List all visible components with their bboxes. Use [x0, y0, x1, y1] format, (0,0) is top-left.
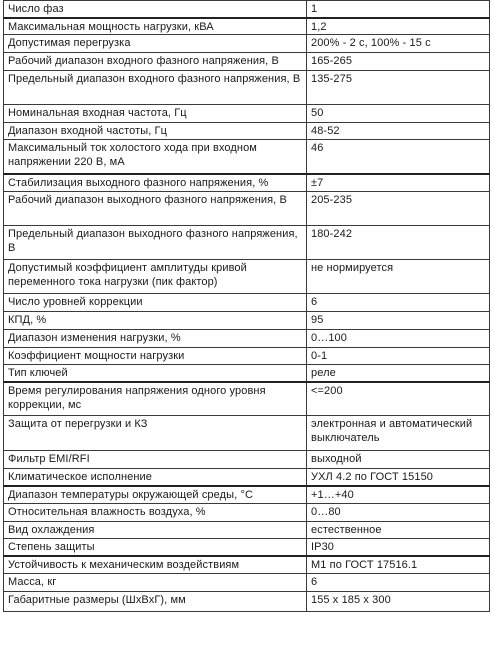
value-cell: 95 — [307, 312, 490, 330]
value-cell: ±7 — [307, 174, 490, 192]
table-row — [4, 260, 490, 294]
parameter-cell: Максимальная мощность нагрузки, кВА — [4, 18, 307, 35]
parameter-cell: Степень защиты — [4, 539, 307, 556]
parameter-cell: Число фаз — [4, 1, 307, 18]
value-cell: УХЛ 4.2 по ГОСТ 15150 — [307, 469, 490, 486]
value-cell: 50 — [307, 105, 490, 123]
parameter-cell: Диапазон температуры окружающей среды, °С — [4, 486, 307, 504]
table-row — [4, 140, 490, 174]
parameter-cell: Допустимая перегрузка — [4, 35, 307, 53]
value-cell: 165-265 — [307, 53, 490, 71]
parameter-cell: Рабочий диапазон выходного фазного напряжения, В — [4, 192, 307, 226]
specifications-table — [3, 0, 490, 612]
parameter-cell: Коэффициент мощности нагрузки — [4, 348, 307, 365]
parameter-cell: Габаритные размеры (ШхВхГ), мм — [4, 592, 307, 612]
table-row — [4, 330, 490, 348]
value-cell: 0…80 — [307, 504, 490, 522]
value-cell: выходной — [307, 451, 490, 469]
parameter-cell: Номинальная входная частота, Гц — [4, 105, 307, 123]
table-row — [4, 382, 490, 416]
parameter-cell: Максимальный ток холостого хода при входном напряжении 220 В, мА — [4, 140, 307, 174]
table-row — [4, 174, 490, 192]
table-row — [4, 416, 490, 451]
value-cell: М1 по ГОСТ 17516.1 — [307, 556, 490, 574]
table-row — [4, 451, 490, 469]
table-row — [4, 469, 490, 486]
parameter-cell: Масса, кг — [4, 574, 307, 592]
table-row — [4, 556, 490, 574]
value-cell: 6 — [307, 294, 490, 312]
table-row — [4, 522, 490, 539]
table-row — [4, 192, 490, 226]
parameter-cell: Относительная влажность воздуха, % — [4, 504, 307, 522]
parameter-cell: Климатическое исполнение — [4, 469, 307, 486]
value-cell: 155 х 185 х 300 — [307, 592, 490, 612]
parameter-cell: Вид охлаждения — [4, 522, 307, 539]
table-row — [4, 226, 490, 260]
value-cell: 1 — [307, 1, 490, 18]
value-cell: 6 — [307, 574, 490, 592]
parameter-cell: Число уровней коррекции — [4, 294, 307, 312]
parameter-cell: Защита от перегрузки и КЗ — [4, 416, 307, 451]
value-cell: реле — [307, 365, 490, 382]
table-row — [4, 123, 490, 140]
value-cell: естественное — [307, 522, 490, 539]
table-row — [4, 71, 490, 105]
parameter-cell: Фильтр EMI/RFI — [4, 451, 307, 469]
value-cell: IP30 — [307, 539, 490, 556]
parameter-cell: Тип ключей — [4, 365, 307, 382]
value-cell: 0…100 — [307, 330, 490, 348]
parameter-cell: КПД, % — [4, 312, 307, 330]
value-cell: 180-242 — [307, 226, 490, 260]
table-row — [4, 592, 490, 612]
value-cell: 205-235 — [307, 192, 490, 226]
specifications-table-body — [4, 1, 490, 612]
table-row — [4, 348, 490, 365]
table-row — [4, 53, 490, 71]
table-row — [4, 504, 490, 522]
value-cell: <=200 — [307, 382, 490, 416]
table-row — [4, 365, 490, 382]
parameter-cell: Диапазон входной частоты, Гц — [4, 123, 307, 140]
value-cell: 0-1 — [307, 348, 490, 365]
parameter-cell: Время регулирования напряжения одного уровня коррекции, мс — [4, 382, 307, 416]
value-cell: 48-52 — [307, 123, 490, 140]
parameter-cell: Допустимый коэффициент амплитуды кривой переменного тока нагрузки (пик фактор) — [4, 260, 307, 294]
table-row — [4, 35, 490, 53]
table-row — [4, 312, 490, 330]
value-cell: не нормируется — [307, 260, 490, 294]
value-cell: электронная и автоматический выключатель — [307, 416, 490, 451]
parameter-cell: Стабилизация выходного фазного напряжения, % — [4, 174, 307, 192]
table-row — [4, 294, 490, 312]
parameter-cell: Рабочий диапазон входного фазного напряжения, В — [4, 53, 307, 71]
value-cell: 135-275 — [307, 71, 490, 105]
value-cell: 1,2 — [307, 18, 490, 35]
table-row — [4, 539, 490, 556]
parameter-cell: Предельный диапазон выходного фазного напряжения, В — [4, 226, 307, 260]
table-row — [4, 574, 490, 592]
value-cell: +1…+40 — [307, 486, 490, 504]
table-row — [4, 486, 490, 504]
parameter-cell: Предельный диапазон входного фазного напряжения, В — [4, 71, 307, 105]
value-cell: 200% - 2 с, 100% - 15 с — [307, 35, 490, 53]
table-row — [4, 1, 490, 18]
table-row — [4, 105, 490, 123]
parameter-cell: Диапазон изменения нагрузки, % — [4, 330, 307, 348]
parameter-cell: Устойчивость к механическим воздействиям — [4, 556, 307, 574]
table-row — [4, 18, 490, 35]
value-cell: 46 — [307, 140, 490, 174]
